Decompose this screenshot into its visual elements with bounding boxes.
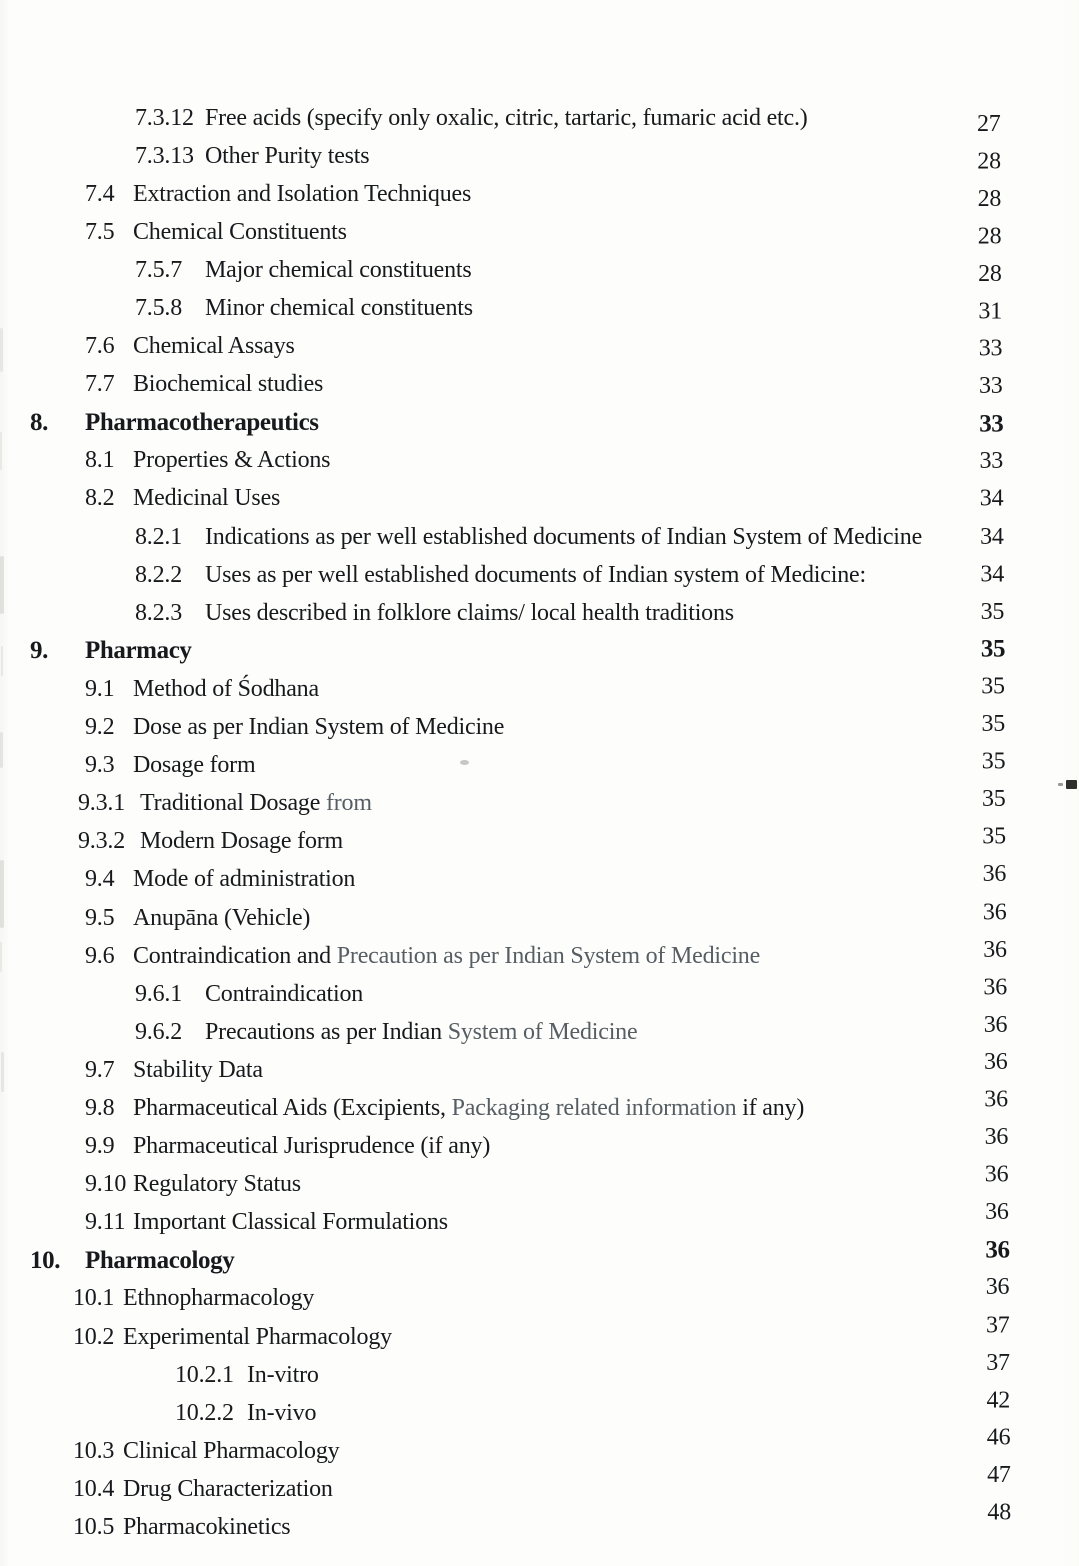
title-segment: Ethnopharmacology bbox=[123, 1285, 315, 1312]
toc-row bbox=[0, 404, 1079, 442]
toc-entry-page: 33 bbox=[979, 410, 1004, 438]
toc-entry-page: 31 bbox=[978, 298, 1003, 325]
toc-entry-page: 36 bbox=[984, 1124, 1009, 1151]
title-segment: Biochemical studies bbox=[133, 371, 324, 398]
toc-list bbox=[0, 99, 1079, 1547]
toc-entry-page: 28 bbox=[977, 223, 1002, 250]
toc-entry-page: 35 bbox=[982, 823, 1006, 850]
toc-entry-page: 37 bbox=[986, 1311, 1010, 1338]
toc-row bbox=[0, 785, 1079, 823]
title-segment: Precaution as per Indian System of Medicine bbox=[336, 942, 761, 969]
toc-entry-page: 42 bbox=[986, 1387, 1011, 1414]
toc-row bbox=[0, 480, 1079, 518]
toc-entry-title bbox=[205, 562, 977, 589]
toc-row bbox=[0, 670, 1079, 708]
toc-entry-page: 34 bbox=[979, 485, 1004, 512]
toc-entry-number: 8.2 bbox=[85, 485, 115, 512]
title-segment: Traditional Dosage bbox=[140, 790, 326, 817]
toc-row bbox=[0, 1462, 1079, 1508]
title-segment: Pharmacotherapeutics bbox=[85, 408, 319, 436]
toc-row bbox=[0, 594, 1079, 632]
toc-entry-number: 10.2.1 bbox=[175, 1361, 234, 1388]
toc-entry-title bbox=[133, 371, 977, 398]
title-segment: Other Purity tests bbox=[205, 142, 370, 169]
toc-entry-title bbox=[133, 181, 977, 208]
toc-row bbox=[0, 632, 1079, 670]
toc-row bbox=[0, 1387, 1079, 1432]
toc-row bbox=[0, 1499, 1079, 1546]
toc-entry-number: 10. bbox=[30, 1246, 61, 1274]
toc-entry-page: 27 bbox=[977, 110, 1001, 137]
title-segment: Properties & Actions bbox=[133, 447, 331, 474]
toc-entry-number: 9.9 bbox=[85, 1133, 115, 1160]
toc-entry-title bbox=[140, 828, 977, 855]
toc-entry-title bbox=[247, 1362, 977, 1389]
toc-entry-number: 9. bbox=[30, 637, 48, 665]
toc-row bbox=[0, 1236, 1079, 1280]
toc-row bbox=[0, 1086, 1079, 1127]
title-segment: Pharmaceutical Jurisprudence (if any) bbox=[133, 1133, 491, 1160]
toc-entry-page: 33 bbox=[979, 448, 1004, 475]
title-segment: Uses as per well established documents of Indian system of Medicine: bbox=[205, 561, 866, 588]
toc-entry-page: 36 bbox=[982, 861, 1007, 888]
toc-entry-title bbox=[247, 1400, 977, 1427]
toc-entry-title bbox=[205, 105, 977, 132]
toc-entry-number: 9.6 bbox=[85, 942, 115, 969]
title-segment: Dosage form bbox=[133, 752, 256, 779]
toc-entry-number: 8.1 bbox=[85, 447, 115, 474]
toc-entry-number: 7.6 bbox=[85, 333, 115, 360]
toc-entry-page: 36 bbox=[985, 1199, 1009, 1226]
toc-entry-title bbox=[205, 981, 977, 1008]
toc-entry-number: 9.3.1 bbox=[78, 790, 126, 817]
toc-entry-page: 36 bbox=[985, 1236, 1010, 1264]
toc-entry-title bbox=[205, 143, 977, 170]
title-segment: In-vivo bbox=[247, 1399, 317, 1426]
toc-entry-title bbox=[133, 1209, 977, 1236]
toc-entry-title bbox=[133, 1133, 977, 1160]
toc-entry-title bbox=[133, 485, 977, 512]
title-segment: Extraction and Isolation Techniques bbox=[133, 180, 472, 207]
title-segment: Free acids (specify only oxalic, citric, tartaric, fumaric acid etc.) bbox=[205, 104, 808, 131]
toc-entry-title bbox=[140, 790, 977, 817]
toc-entry-page: 37 bbox=[986, 1349, 1010, 1376]
title-segment: Pharmaceutical Aids (Excipients, bbox=[133, 1094, 452, 1121]
toc-row bbox=[0, 366, 1079, 404]
toc-entry-title bbox=[205, 600, 977, 627]
toc-entry-number: 7.5 bbox=[85, 218, 115, 245]
title-segment: if any) bbox=[742, 1094, 805, 1121]
toc-entry-page: 33 bbox=[979, 373, 1003, 400]
toc-entry-title bbox=[133, 676, 977, 703]
toc-row bbox=[0, 1199, 1079, 1242]
toc-entry-title bbox=[123, 1324, 977, 1351]
title-segment: Pharmacology bbox=[85, 1246, 235, 1274]
toc-entry-page: 34 bbox=[980, 561, 1005, 588]
toc-entry-page: 46 bbox=[986, 1424, 1011, 1451]
toc-entry-number: 10.5 bbox=[73, 1514, 115, 1541]
toc-entry-title bbox=[133, 714, 977, 741]
title-segment: Uses described in folklore claims/ local health traditions bbox=[205, 599, 734, 626]
toc-row bbox=[0, 1349, 1079, 1394]
toc-entry-title bbox=[205, 257, 977, 284]
toc-entry-number: 9.1 bbox=[85, 675, 115, 702]
toc-row bbox=[0, 289, 1079, 327]
toc-entry-title bbox=[205, 524, 977, 551]
toc-entry-page: 36 bbox=[983, 974, 1008, 1001]
toc-entry-title bbox=[133, 447, 977, 474]
toc-entry-title bbox=[123, 1438, 977, 1465]
toc-entry-number: 7.5.8 bbox=[135, 295, 183, 322]
toc-row bbox=[0, 1311, 1079, 1356]
toc-entry-number: 8. bbox=[30, 408, 48, 436]
title-segment: Method of Śodhana bbox=[133, 675, 319, 702]
toc-entry-page: 34 bbox=[980, 523, 1004, 550]
toc-entry-page: 35 bbox=[981, 748, 1006, 775]
toc-row bbox=[0, 175, 1079, 213]
toc-entry-number: 10.3 bbox=[73, 1437, 115, 1464]
toc-entry-number: 9.2 bbox=[85, 714, 115, 741]
toc-entry-number: 7.3.13 bbox=[135, 142, 194, 169]
toc-entry-number: 10.1 bbox=[73, 1285, 115, 1312]
title-segment: Experimental Pharmacology bbox=[123, 1323, 392, 1350]
toc-entry-number: 7.7 bbox=[85, 371, 115, 398]
toc-entry-number: 10.2 bbox=[73, 1323, 115, 1350]
toc-entry-title bbox=[133, 943, 977, 970]
toc-row bbox=[0, 1013, 1079, 1051]
title-segment: Modern Dosage form bbox=[140, 828, 344, 855]
toc-entry-page: 35 bbox=[980, 635, 1006, 663]
title-segment: Contraindication bbox=[205, 980, 364, 1007]
toc-row bbox=[0, 861, 1079, 899]
toc-row bbox=[0, 1124, 1079, 1166]
toc-entry-page: 47 bbox=[987, 1462, 1011, 1489]
toc-entry-page: 33 bbox=[978, 335, 1003, 362]
toc-entry-number: 9.3.2 bbox=[78, 828, 126, 855]
title-segment: Mode of administration bbox=[133, 866, 356, 893]
toc-row bbox=[0, 328, 1079, 366]
toc-row bbox=[0, 518, 1079, 556]
toc-entry-title bbox=[85, 409, 977, 437]
title-segment: System of Medicine bbox=[447, 1018, 638, 1045]
toc-entry-page: 36 bbox=[984, 1086, 1008, 1113]
toc-entry-title bbox=[205, 1019, 977, 1046]
toc-entry-page: 35 bbox=[981, 673, 1005, 700]
toc-entry-number: 9.6.2 bbox=[135, 1018, 183, 1045]
toc-entry-page: 36 bbox=[983, 1011, 1008, 1038]
toc-entry-title bbox=[123, 1514, 977, 1541]
toc-row bbox=[0, 709, 1079, 747]
title-segment: Drug Characterization bbox=[123, 1475, 333, 1502]
title-segment: Precautions as per Indian bbox=[205, 1018, 448, 1045]
toc-row bbox=[0, 213, 1079, 251]
toc-entry-number: 8.2.3 bbox=[135, 599, 183, 626]
toc-row bbox=[0, 975, 1079, 1013]
toc-entry-page: 35 bbox=[981, 711, 1006, 738]
toc-entry-title bbox=[85, 1247, 977, 1275]
title-segment: Pharmacy bbox=[85, 637, 192, 665]
toc-entry-page: 36 bbox=[985, 1274, 1010, 1301]
title-segment: Important Classical Formulations bbox=[133, 1209, 448, 1236]
toc-entry-number: 7.4 bbox=[85, 180, 115, 207]
toc-entry-page: 28 bbox=[977, 185, 1002, 212]
toc-entry-page: 28 bbox=[977, 148, 1001, 175]
toc-entry-title bbox=[133, 1095, 977, 1122]
toc-entry-page: 36 bbox=[983, 936, 1007, 963]
toc-entry-title bbox=[133, 905, 977, 932]
toc-entry-title bbox=[123, 1285, 977, 1312]
title-segment: Medicinal Uses bbox=[133, 485, 281, 512]
title-segment: Packaging related information bbox=[451, 1094, 743, 1121]
title-segment: Anupāna (Vehicle) bbox=[133, 904, 311, 931]
toc-entry-number: 9.5 bbox=[85, 904, 115, 931]
toc-row bbox=[0, 1424, 1079, 1470]
title-segment: Dose as per Indian System of Medicine bbox=[133, 714, 505, 741]
title-segment: Clinical Pharmacology bbox=[123, 1437, 340, 1464]
toc-entry-page: 36 bbox=[984, 1049, 1008, 1076]
toc-entry-title bbox=[133, 1057, 977, 1084]
toc-entry-number: 9.3 bbox=[85, 752, 115, 779]
toc-entry-page: 35 bbox=[982, 786, 1006, 813]
toc-entry-page: 35 bbox=[980, 598, 1005, 625]
toc-entry-title bbox=[85, 637, 977, 665]
title-segment: Chemical Assays bbox=[133, 333, 295, 360]
toc-row bbox=[0, 137, 1079, 175]
toc-entry-page: 36 bbox=[982, 898, 1007, 925]
toc-row bbox=[0, 442, 1079, 480]
toc-entry-page: 28 bbox=[978, 260, 1002, 287]
toc-row bbox=[0, 99, 1079, 137]
toc-row bbox=[0, 556, 1079, 594]
toc-row bbox=[0, 899, 1079, 937]
toc-entry-title bbox=[133, 1171, 977, 1198]
toc-entry-title bbox=[133, 752, 977, 779]
title-segment: Stability Data bbox=[133, 1056, 263, 1083]
toc-entry-number: 8.2.2 bbox=[135, 561, 183, 588]
toc-row bbox=[0, 1051, 1079, 1089]
toc-entry-number: 9.7 bbox=[85, 1056, 115, 1083]
toc-row bbox=[0, 823, 1079, 861]
title-segment: Contraindication and bbox=[133, 942, 337, 969]
title-segment: Minor chemical constituents bbox=[205, 295, 473, 322]
toc-entry-number: 7.5.7 bbox=[135, 256, 183, 283]
title-segment: Regulatory Status bbox=[133, 1171, 301, 1198]
title-segment: Chemical Constituents bbox=[133, 218, 347, 245]
toc-row bbox=[0, 1274, 1079, 1318]
toc-entry-page: 48 bbox=[987, 1499, 1012, 1526]
toc-row bbox=[0, 747, 1079, 785]
toc-entry-number: 9.11 bbox=[85, 1209, 126, 1236]
toc-entry-number: 9.4 bbox=[85, 866, 115, 893]
toc-entry-title bbox=[133, 219, 977, 246]
title-segment: Indications as per well established documents of Indian System of Medicine bbox=[205, 523, 923, 550]
title-segment: In-vitro bbox=[247, 1361, 319, 1388]
toc-entry-number: 8.2.1 bbox=[135, 523, 183, 550]
toc-entry-number: 7.3.12 bbox=[135, 104, 194, 131]
toc-entry-title bbox=[205, 295, 977, 322]
toc-entry-page: 36 bbox=[984, 1161, 1009, 1188]
title-segment: from bbox=[325, 790, 372, 817]
toc-entry-number: 9.6.1 bbox=[135, 980, 183, 1007]
toc-entry-number: 9.8 bbox=[85, 1094, 115, 1121]
toc-entry-number: 9.10 bbox=[85, 1171, 127, 1198]
toc-entry-number: 10.2.2 bbox=[175, 1399, 234, 1426]
toc-entry-title bbox=[133, 333, 977, 360]
toc-row bbox=[0, 937, 1079, 975]
toc-entry-title bbox=[123, 1476, 977, 1503]
title-segment: Major chemical constituents bbox=[205, 256, 472, 283]
toc-row bbox=[0, 251, 1079, 289]
toc-entry-number: 10.4 bbox=[73, 1475, 115, 1502]
toc-entry-title bbox=[133, 866, 977, 893]
title-segment: Pharmacokinetics bbox=[123, 1514, 291, 1541]
toc-row bbox=[0, 1161, 1079, 1204]
